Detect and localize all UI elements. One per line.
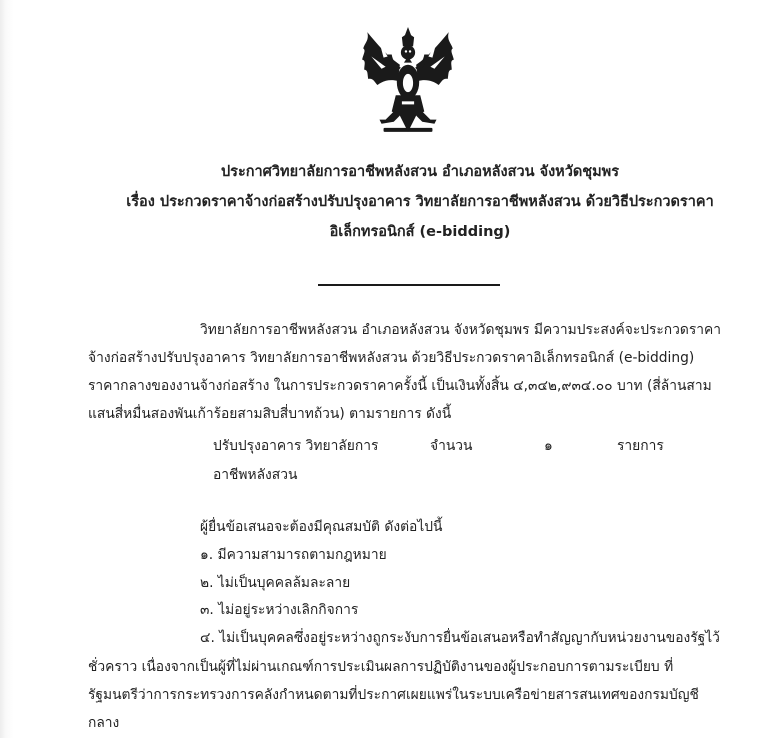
item-unit: รายการ (617, 438, 664, 454)
qualifications-heading: ผู้ยื่นข้อเสนอจะต้องมีคุณสมบัติ ดังต่อไปนี้ (200, 519, 443, 535)
item-name-line-2: อาชีพหลังสวน (213, 467, 298, 483)
paragraph-line-3: ราคากลางของงานจ้างก่อสร้าง ในการประกวดราคาครั้งนี้ เป็นเงินทั้งสิ้น ๔,๓๔๒,๙๓๔.๐๐ บาท (สี่ล้านสาม (88, 378, 712, 394)
title-line-1: ประกาศวิทยาลัยการอาชีพหลังสวน อำเภอหลังสวน จังหวัดชุมพร (220, 164, 620, 180)
paragraph-line-4: แสนสี่หมื่นสองพันเก้าร้อยสามสิบสี่บาทถ้วน) ตามรายการ ดังนี้ (88, 406, 452, 422)
qualification-item-3: ๓. ไม่อยู่ระหว่างเลิกกิจการ (200, 602, 359, 618)
title-line-2: เรื่อง ประกวดราคาจ้างก่อสร้างปรับปรุงอาคาร วิทยาลัยการอาชีพหลังสวน ด้วยวิธีประกวดราคา (126, 194, 714, 210)
announcement-title (100, 160, 740, 250)
qualification-item-4-continuation-1: ชั่วคราว เนื่องจากเป็นผู้ที่ไม่ผ่านเกณฑ์การประเมินผลการปฏิบัติงานของผู้ประกอบการตามระเบียบ ที่ (88, 659, 674, 675)
garuda-emblem (356, 26, 460, 138)
qualification-item-1: ๑. มีความสามารถตามกฎหมาย (200, 547, 387, 563)
qualification-item-4: ๔. ไม่เป็นบุคคลซึ่งอยู่ระหว่างถูกระงับการยื่นข้อเสนอหรือทำสัญญากับหน่วยงานของรัฐไว้ (200, 630, 720, 646)
qualification-item-4-continuation-2: รัฐมนตรีว่าการกระทรวงการคลังกำหนดตามที่ประกาศเผยแพร่ในระบบเครือข่ายสารสนเทศของกรมบัญชี (88, 687, 699, 703)
qualification-item-4-continuation-3: กลาง (88, 715, 120, 731)
paragraph-line-2: จ้างก่อสร้างปรับปรุงอาคาร วิทยาลัยการอาชีพหลังสวน ด้วยวิธีประกวดราคาอิเล็กทรอนิกส์ (e-bidding) (88, 350, 695, 366)
title-line-3: อิเล็กทรอนิกส์ (e-bidding) (329, 224, 511, 240)
paragraph-line-1: วิทยาลัยการอาชีพหลังสวน อำเภอหลังสวน จังหวัดชุมพร มีความประสงค์จะประกวดราคา (200, 322, 722, 338)
item-qty: ๑ (544, 438, 553, 454)
item-name-line-1: ปรับปรุงอาคาร วิทยาลัยการ (213, 438, 379, 454)
qualification-item-2: ๒. ไม่เป็นบุคคลล้มละลาย (200, 575, 351, 591)
title-divider (318, 284, 500, 286)
item-qty-label: จำนวน (430, 438, 473, 454)
